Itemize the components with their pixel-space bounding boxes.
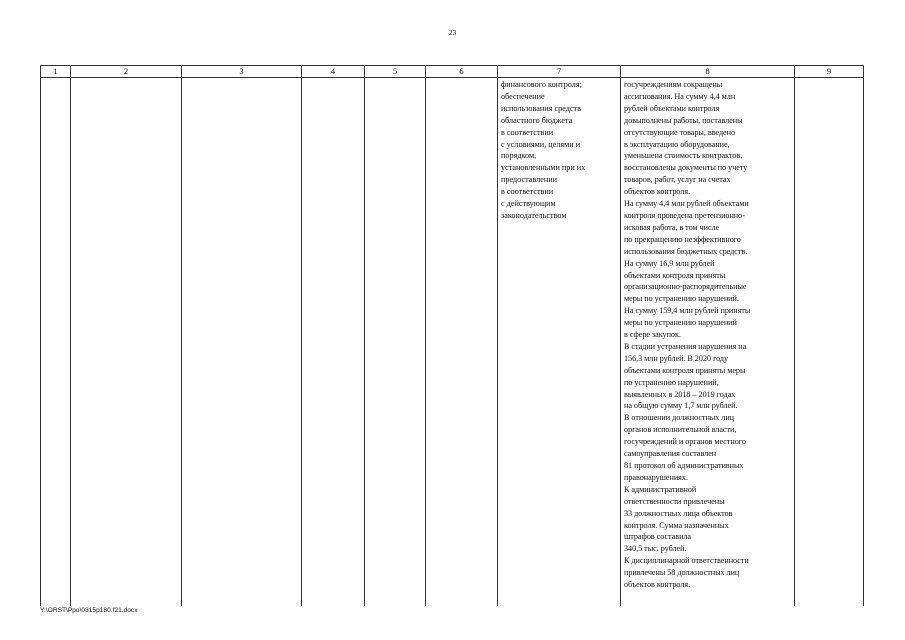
cell-col-2 (71, 78, 182, 607)
column-header-5: 5 (365, 66, 426, 78)
column-header-2: 2 (71, 66, 182, 78)
cell-col-3 (182, 78, 302, 607)
column-header-3: 3 (182, 66, 302, 78)
cell-col-7 (498, 78, 621, 607)
table-row (41, 78, 864, 607)
column-header-6: 6 (426, 66, 498, 78)
col7-text: финансового контроля; обеспечение использования средств областного бюджета в соответствии с условиями, целями и порядком, установленными при их предоставлении в соответствии с действующим законодательством (501, 80, 586, 220)
cell-col-6 (426, 78, 498, 607)
header-row (41, 66, 864, 78)
col8-text: госучреждениям сокращены ассигнования. На сумму 4,4 млн рублей объектами контроля довыполнены работы, поставлены отсутствующие товары, введено в эксплуатацию оборудование, уменьшена стоимость контрактов, восстановлены документы по учету товаров, работ, услуг на счетах объектов контроля. На сумму 4,4 млн рублей объектами контроля проведена претензионно- исковая работа, в том числе по прекращению неэффективного использования бюджетных средств. На сумму 16,9 млн рублей объектами контроля приняты организационно-распорядительные меры по устранению нарушений. На сумму 159,4 млн рублей приняты меры по устранению нарушений в сфере закупок. В стадии устранения нарушения на 156,3 млн рублей. В 2020 году объектами контроля приняты меры по устранению нарушений, выявленных в 2018 – 2019 годах на общую сумму 1,7 млн рублей. В отношении должностных лиц органов исполнительной власти, госучреждений и органов местного самоуправления составлен 81 протокол об административных правонарушениях. К административной ответственности привлечены 33 должностных лица объектов контроля. Сумма назначенных штрафов составила 340,5 тыс. рублей. К дисциплинарной ответственности привлечены 58 должностных лиц объектов контроля. (624, 80, 751, 590)
footer-file-path: Y:\ORST\Ppo\0315p180.f21.docx (40, 607, 138, 614)
cell-col-9 (795, 78, 864, 607)
column-header-1: 1 (41, 66, 71, 78)
column-header-4: 4 (302, 66, 365, 78)
report-table (40, 65, 864, 606)
column-header-8: 8 (621, 66, 795, 78)
cell-col-1 (41, 78, 71, 607)
page-number: 23 (448, 28, 457, 37)
cell-col-8 (621, 78, 795, 607)
cell-col-5 (365, 78, 426, 607)
column-header-7: 7 (498, 66, 621, 78)
cell-col-4 (302, 78, 365, 607)
column-header-9: 9 (795, 66, 864, 78)
